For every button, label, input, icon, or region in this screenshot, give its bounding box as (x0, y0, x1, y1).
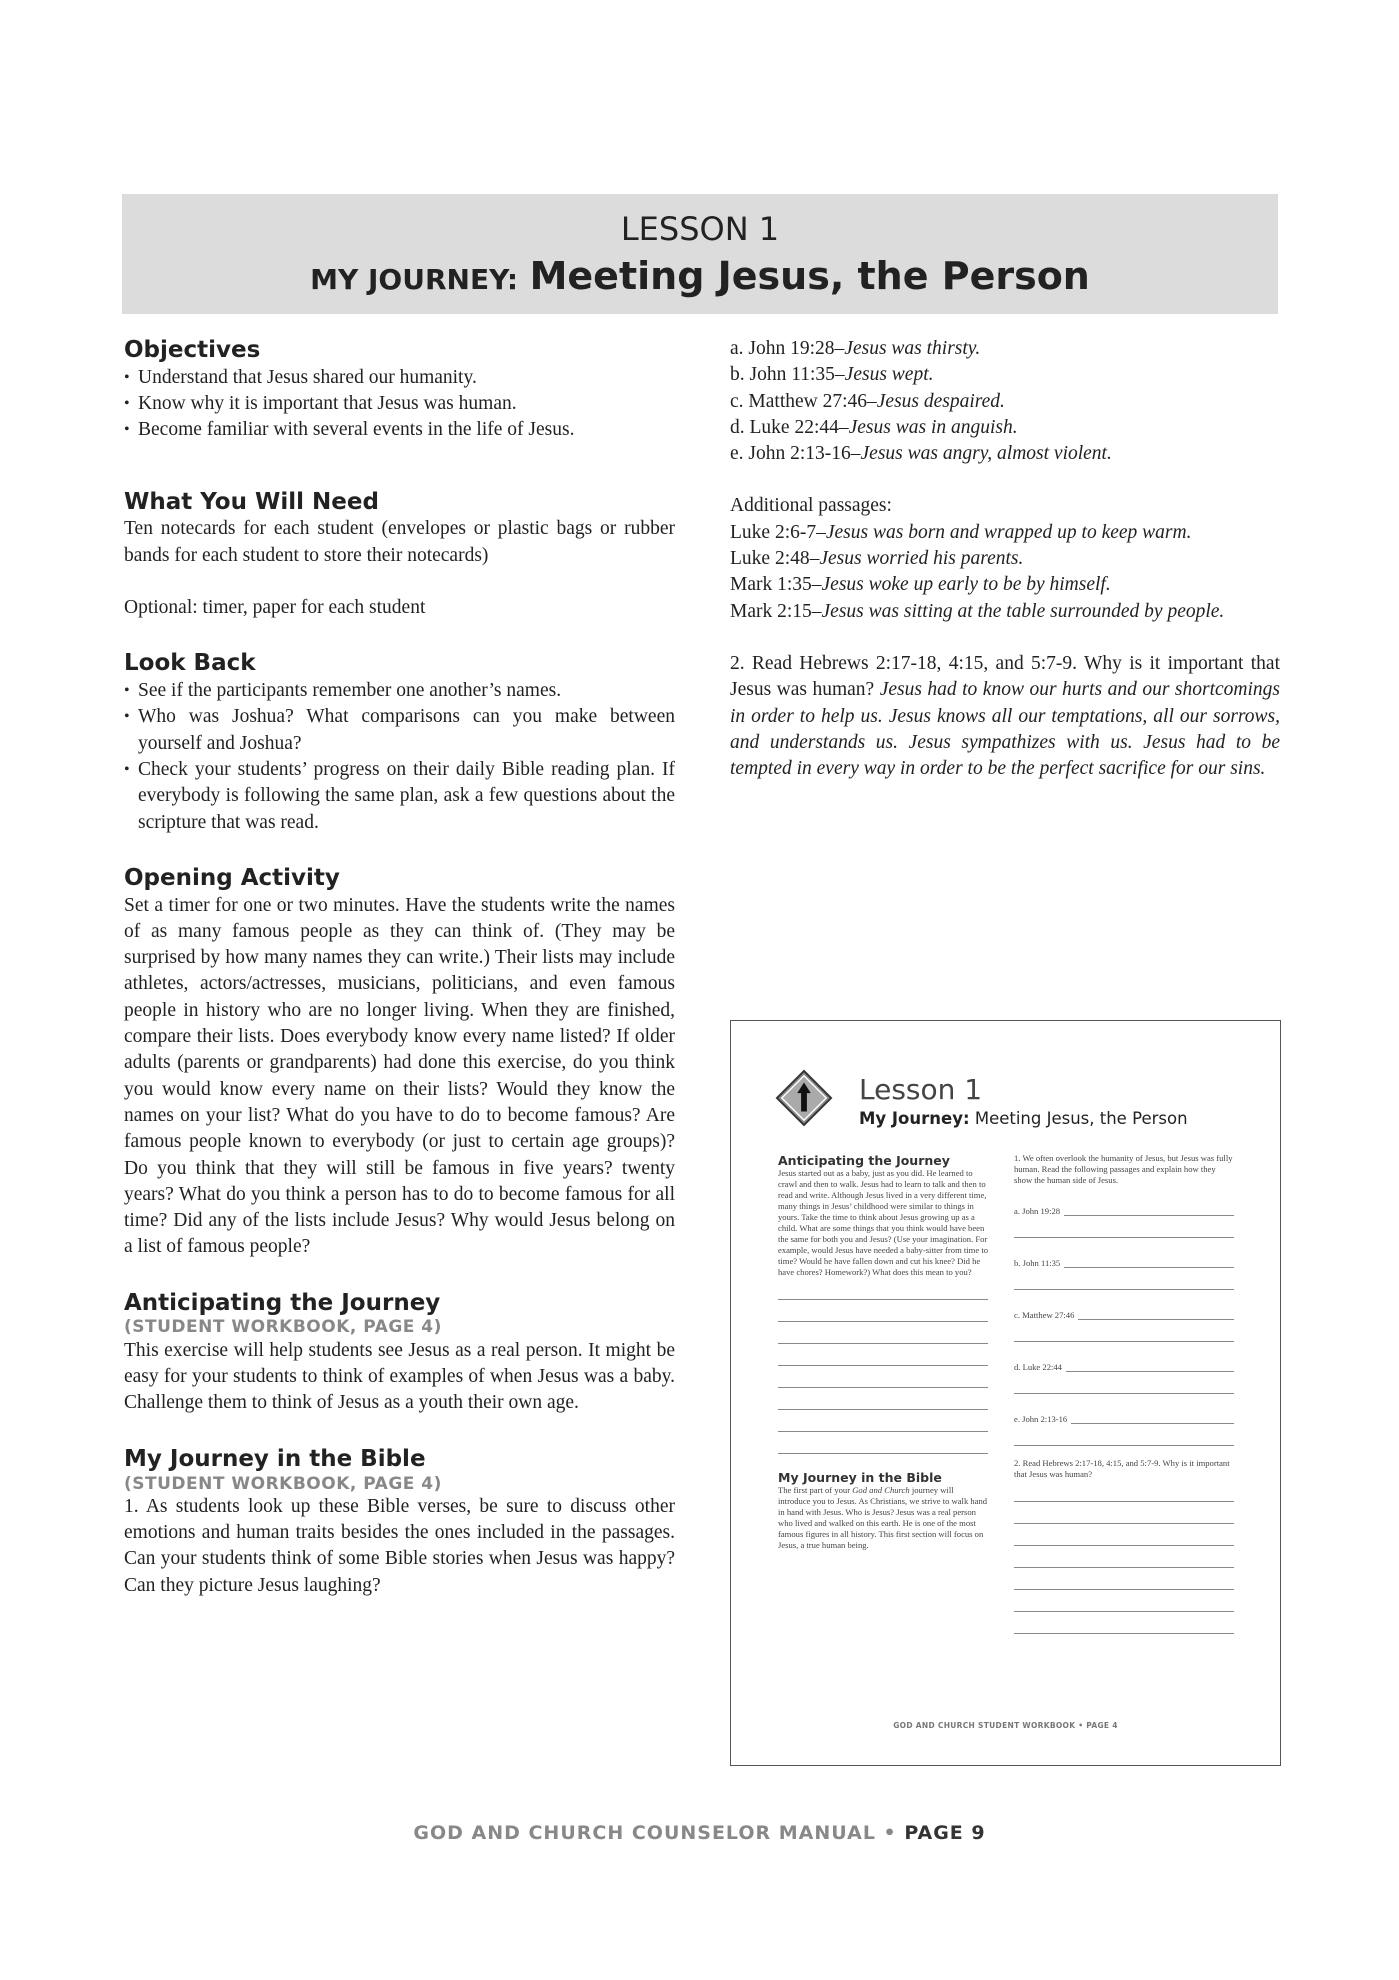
journey-bible-subhead: (STUDENT WORKBOOK, PAGE 4) (124, 1473, 442, 1494)
workbook-q2: 2. Read Hebrews 2:17-18, 4:15, and 5:7-9. Why is it important that Jesus was human? (1014, 1458, 1230, 1479)
workbook-lesson: Lesson 1 (859, 1073, 983, 1106)
page-footer (0, 1822, 1399, 1844)
list-item: a. John 19:28–Jesus was thirsty. (730, 338, 981, 359)
workbook-bible-text: The first part of your God and Church journey will introduce you to Jesus. As Christians, we strive to walk hand in hand with Jesus. Who is Jesus? Jesus was a real person who lived and walked on this earth. He is one of the most famous figures in all history. This first section will focus on Jesus, a true human being. (778, 1485, 988, 1550)
right-column (730, 336, 1280, 782)
list-item: e. John 2:13-16–Jesus was angry, almost violent. (730, 443, 1112, 465)
student-workbook-thumbnail (730, 1020, 1281, 1766)
footer-text: GOD AND CHURCH COUNSELOR MANUAL • (413, 1822, 897, 1844)
workbook-answer-lines (778, 1278, 988, 1454)
workbook-q2-lines (1014, 1480, 1234, 1634)
list-item: d. Luke 22:44–Jesus was in anguish. (730, 416, 1018, 438)
anticipating-text: This exercise will help students see Jesus as a real person. It might be easy for your students to think of examples of when Jesus was a baby. Challenge them to think of Jesus as a youth their own age. (124, 1339, 675, 1414)
journey-bible-section (124, 1445, 675, 1599)
list-item: Luke 2:6-7–Jesus was born and wrapped up to keep warm. (730, 521, 1192, 543)
anticipating-subhead: (STUDENT WORKBOOK, PAGE 4) (124, 1317, 442, 1338)
list-item: • Who was Joshua? What comparisons can you make between yourself and Joshua? (124, 704, 675, 757)
list-item: Mark 1:35–Jesus woke up early to be by himself. (730, 574, 1111, 596)
additional-passages (730, 493, 1280, 624)
list-item: • Become familiar with several events in the life of Jesus. (124, 417, 675, 443)
left-column (124, 336, 675, 1627)
list-item: a. John 19:28 (1014, 1186, 1234, 1216)
list-item: c. Matthew 27:46–Jesus despaired. (730, 390, 1005, 412)
list-item: • Know why it is important that Jesus was human. (124, 391, 675, 417)
arrow-sign-icon (775, 1069, 833, 1127)
workbook-anticipating-text: Jesus started out as a baby, just as you did. He learned to crawl and then to walk. Jesus had to learn to talk and then to read and write. Although Jesus lived in a very different time, many things in Jesus’ childhood were similar to things in yours. Take the time to think about Jesus growing up as a child. What are some things that you think would have been the same for both you and Jesus? (Use your imagination. For example, would Jesus have needed a baby-sitter from time to time? Would he have fallen down and cut his knee? Did he have chores? Homework?) What does this mean to you? (778, 1168, 989, 1277)
objectives-list (124, 365, 675, 444)
objectives-heading: Objectives (124, 337, 261, 363)
lesson-title-prefix: MY JOURNEY: (310, 263, 519, 296)
workbook-left-column (778, 1153, 988, 1551)
what-you-need-text: Ten notecards for each student (envelopes or plastic bags or rubber bands for each student to store their notecards) (124, 518, 675, 566)
look-back-list (124, 678, 675, 836)
list-item: • Check your students’ progress on their daily Bible reading plan. If everybody is following the same plan, ask a few questions about the scripture that was read. (124, 757, 675, 836)
lesson-title-main: Meeting Jesus, the Person (529, 254, 1090, 298)
lesson-title (122, 254, 1278, 298)
page-number: PAGE 9 (904, 1822, 986, 1844)
workbook-title: My Journey: Meeting Jesus, the Person (859, 1109, 1188, 1128)
what-you-need-section (124, 488, 675, 622)
verse-list (730, 336, 1280, 467)
lesson-header (122, 194, 1278, 314)
workbook-right-column (1014, 1153, 1234, 1634)
list-item: • See if the participants remember one another’s names. (124, 678, 675, 704)
list-item: b. John 11:35 (1014, 1238, 1234, 1268)
what-you-need-optional: Optional: timer, paper for each student (124, 596, 426, 618)
workbook-anticipating-heading: Anticipating the Journey (778, 1153, 950, 1168)
list-item: Luke 2:48–Jesus worried his parents. (730, 548, 1024, 570)
workbook-q1: 1. We often overlook the humanity of Jesus, but Jesus was fully human. Read the following passages and explain how they show the human side of Jesus. (1014, 1153, 1233, 1185)
list-item: e. John 2:13-16 (1014, 1394, 1234, 1424)
additional-label: Additional passages: (730, 495, 892, 517)
what-you-need-heading: What You Will Need (124, 488, 379, 515)
lesson-number: LESSON 1 (620, 210, 780, 248)
opening-activity-text: Set a timer for one or two minutes. Have the students write the names of as many famous people as they can think of. (They may be surprised by how many names they can write.) Their lists may include athletes, actors/actresses, musicians, politicians, and even famous people in history who are no longer living. When they are finished, compare their lists. Does everybody know every name listed? If older adults (parents or grandparents) had done this exercise, do you think you would know every name on their lists? Would they know the names on your list? What do you have to do to become famous? Are famous people known to everybody (or just to certain age groups)? Do you think that they will still be famous in five years? twenty years? What do you think a person has to do to become famous for all time? Did any of the lists include Jesus? Why would Jesus belong on a list of famous people? (124, 894, 675, 1258)
look-back-section (124, 649, 675, 836)
workbook-footer: GOD AND CHURCH STUDENT WORKBOOK • PAGE 4 (893, 1721, 1118, 1730)
opening-activity-heading: Opening Activity (124, 864, 340, 891)
list-item: b. John 11:35–Jesus wept. (730, 364, 934, 386)
anticipating-section (124, 1289, 675, 1417)
objectives-section (124, 336, 675, 444)
anticipating-heading: Anticipating the Journey (124, 1289, 441, 1316)
question-2: 2. Read Hebrews 2:17-18, 4:15, and 5:7-9. Why is it important that Jesus was human? Jesus had to know our hurts and our shortcomings in order to help us. Jesus knows all our temptations, all our sorrows, and understands us. Jesus sympathizes with us. Jesus had to be tempted in every way in order to be the perfect sacrifice for our sins. (730, 652, 1280, 780)
list-item: Mark 2:15–Jesus was sitting at the table surrounded by people. (730, 600, 1225, 622)
list-item: d. Luke 22:44 (1014, 1342, 1234, 1372)
journey-bible-text: 1. As students look up these Bible verses, be sure to discuss other emotions and human traits besides the ones included in the passages. Can your students think of some Bible stories when Jesus was happy? Can they picture Jesus laughing? (124, 1495, 675, 1596)
list-item: c. Matthew 27:46 (1014, 1290, 1234, 1320)
opening-activity-section (124, 864, 675, 1261)
journey-bible-heading: My Journey in the Bible (124, 1445, 426, 1472)
look-back-heading: Look Back (124, 650, 256, 677)
workbook-bible-heading: My Journey in the Bible (778, 1470, 942, 1485)
list-item: • Understand that Jesus shared our humanity. (124, 365, 675, 391)
